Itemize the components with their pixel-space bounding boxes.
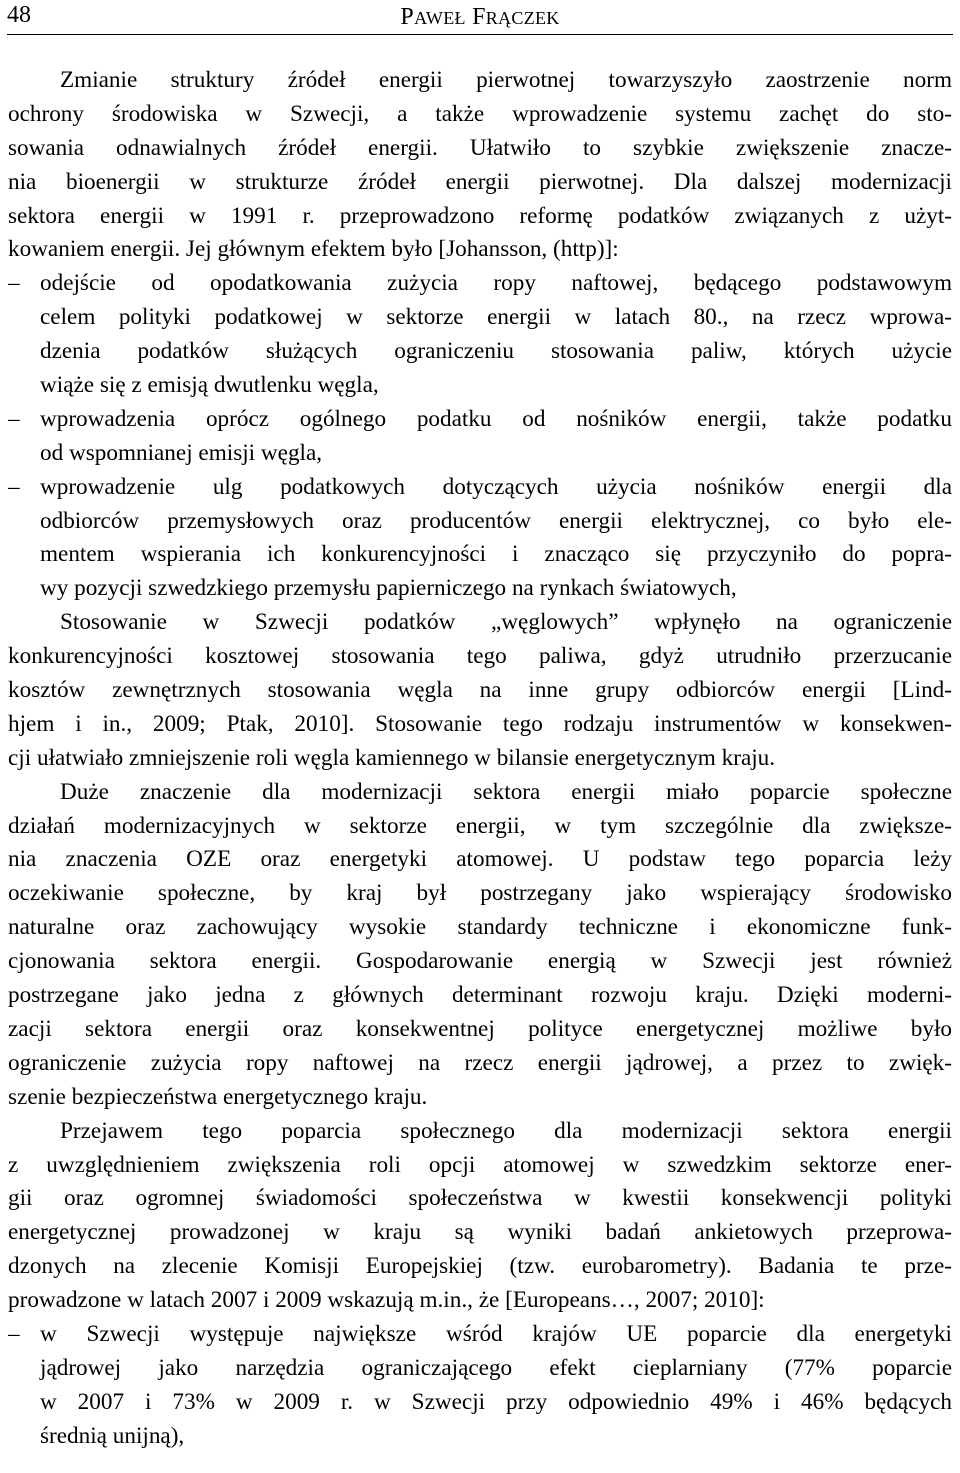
text-line: sowania odnawialnych źródeł energii. Ułatwiło to szybkie zwiększenie znacze- bbox=[8, 134, 952, 161]
text-line: wiąże się z emisją dwutlenku węgla, bbox=[40, 372, 379, 399]
page-number: 48 bbox=[7, 2, 31, 28]
text-line: nia znaczenia OZE oraz energetyki atomowej. U podstaw tego poparcia leży bbox=[8, 846, 952, 873]
text-line: ograniczenie zużycia ropy naftowej na rzecz energii jądrowej, a przez to zwięk- bbox=[8, 1049, 952, 1076]
text-line: w Szwecji występuje największe wśród krajów UE poparcie dla energetyki bbox=[40, 1320, 952, 1347]
text-line: kosztów zewnętrznych stosowania węgla na inne grupy odbiorców energii [Lind- bbox=[8, 677, 952, 704]
text-line: jądrowej jako narzędzia ograniczającego efekt cieplarniany (77% poparcie bbox=[40, 1354, 952, 1381]
text-line: dzonych na zlecenie Komisji Europejskiej (tzw. eurobarometry). Badania te prze- bbox=[8, 1253, 952, 1280]
text-line: Duże znaczenie dla modernizacji sektora energii miało poparcie społeczne bbox=[60, 778, 952, 805]
text-line: wprowadzenia oprócz ogólnego podatku od nośników energii, także podatku bbox=[40, 405, 952, 432]
text-line: Przejawem tego poparcia społecznego dla modernizacji sektora energii bbox=[60, 1117, 952, 1144]
body-text bbox=[8, 64, 952, 1454]
text-line: energetycznej prowadzonej w kraju są wyniki badań ankietowych przeprowa- bbox=[8, 1219, 952, 1246]
dash-bullet: – bbox=[8, 473, 20, 500]
text-line: nia bioenergii w strukturze źródeł energii pierwotnej. Dla dalszej modernizacji bbox=[8, 168, 952, 195]
text-line: gii oraz ogromnej świadomości społeczeństwa w kwestii konsekwencji polityki bbox=[8, 1185, 952, 1212]
text-line: odbiorców przemysłowych oraz producentów energii elektrycznej, co było ele- bbox=[40, 507, 952, 534]
bullet-item bbox=[8, 267, 952, 301]
text-line: od wspomnianej emisji węgla, bbox=[40, 439, 323, 466]
text-line: w 2007 i 73% w 2009 r. w Szwecji przy odpowiednio 49% i 46% będących bbox=[40, 1388, 952, 1415]
text-line: Zmianie struktury źródeł energii pierwotnej towarzyszyło zaostrzenie norm bbox=[60, 67, 952, 93]
text-line: Stosowanie w Szwecji podatków „węglowych” wpłynęło na ograniczenie bbox=[60, 609, 952, 636]
text-line: kowaniem energii. Jej głównym efektem było [Johansson, (http)]: bbox=[8, 236, 619, 263]
bullet-item bbox=[8, 1318, 952, 1352]
text-line: mentem wspierania ich konkurencyjności i znacząco się przyczyniło do popra- bbox=[40, 541, 952, 568]
text-line: działań modernizacyjnych w sektorze energii, w tym szczególnie dla zwiększe- bbox=[8, 812, 952, 839]
text-line: z uwzględnieniem zwiększenia roli opcji atomowej w szwedzkim sektorze ener- bbox=[8, 1151, 952, 1178]
text-line: odejście od opodatkowania zużycia ropy naftowej, będącego podstawowym bbox=[40, 270, 952, 297]
page-header bbox=[7, 0, 953, 35]
text-line: szenie bezpieczeństwa energetycznego kraju. bbox=[8, 1083, 428, 1110]
running-head: PAWEŁ FRĄCZEK bbox=[400, 4, 560, 30]
text-line: celem polityki podatkowej w sektorze energii w latach 80., na rzecz wprowa- bbox=[40, 304, 952, 331]
bullet-item bbox=[8, 471, 952, 505]
text-line: cji ułatwiało zmniejszenie roli węgla kamiennego w bilansie energetycznym kraju. bbox=[8, 744, 776, 771]
text-line: postrzegane jako jedna z głównych determinant rozwoju kraju. Dzięki moderni- bbox=[8, 982, 952, 1009]
dash-bullet: – bbox=[8, 1320, 20, 1347]
dash-bullet: – bbox=[8, 270, 20, 297]
bullet-item bbox=[8, 403, 952, 437]
text-line: prowadzone w latach 2007 i 2009 wskazują m.in., że [Europeans…, 2007; 2010]: bbox=[8, 1287, 765, 1314]
dash-bullet: – bbox=[8, 405, 20, 432]
text-line: wy pozycji szwedzkiego przemysłu papierniczego na rynkach światowych, bbox=[40, 575, 737, 602]
text-line: wprowadzenie ulg podatkowych dotyczących użycia nośników energii dla bbox=[40, 473, 952, 500]
text-line: konkurencyjności kosztowej stosowania tego paliwa, gdyż utrudniło przerzucanie bbox=[8, 643, 952, 670]
text-line: średnią unijną), bbox=[40, 1422, 185, 1449]
text-line: sektora energii w 1991 r. przeprowadzono reformę podatków związanych z użyt- bbox=[8, 202, 952, 229]
text-line: cjonowania sektora energii. Gospodarowanie energią w Szwecji jest również bbox=[8, 948, 952, 975]
text-line: dzenia podatków służących ograniczeniu stosowania paliw, których użycie bbox=[40, 338, 952, 365]
text-line: hjem i in., 2009; Ptak, 2010]. Stosowanie tego rodzaju instrumentów w konsekwen- bbox=[8, 710, 952, 737]
text-line: naturalne oraz zachowujący wysokie standardy techniczne i ekonomiczne funk- bbox=[8, 914, 952, 941]
text-line: oczekiwanie społeczne, by kraj był postrzegany jako wspierający środowisko bbox=[8, 880, 952, 907]
text-line: ochrony środowiska w Szwecji, a także wprowadzenie systemu zachęt do sto- bbox=[8, 100, 952, 127]
text-line: zacji sektora energii oraz konsekwentnej polityce energetycznej możliwe było bbox=[8, 1015, 952, 1042]
